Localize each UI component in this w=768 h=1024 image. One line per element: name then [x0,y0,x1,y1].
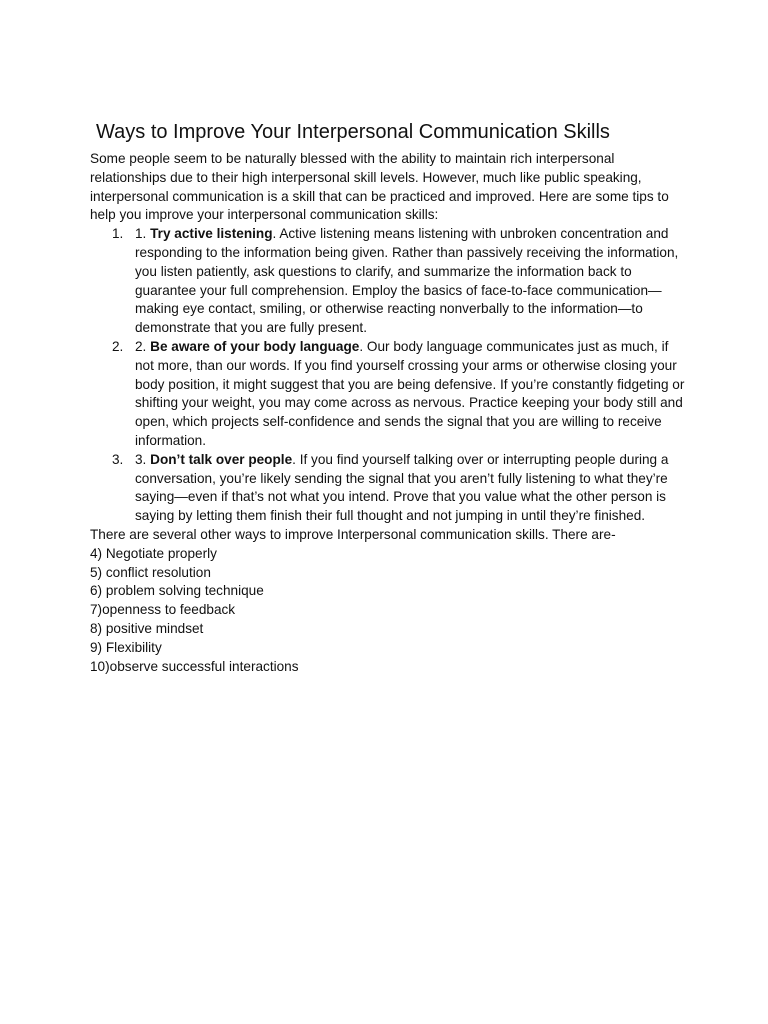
tip-number: 3. [135,451,151,467]
list-item: 7)openness to feedback [90,602,236,618]
page-title: Ways to Improve Your Interpersonal Communication Skills [96,121,610,143]
list-item: 9) Flexibility [90,639,162,655]
list-item: 10)observe successful interactions [90,658,299,674]
list-marker: 3. [112,451,124,467]
document-page [90,118,690,676]
tip-body: . Our body language communicates just as much, if not more, than our words. If you find yourself crossing your arms or otherwise closing your body position, it might suggest that you are being defensive. If you’re constantly fidgeting or shifting your weight, you may come across as nervous. Practice keeping your body still and open, which projects self-confidence and sends the signal that you are willing to receive information. [135,338,685,448]
tip-number: 2. [135,338,151,354]
list-item: 4) Negotiate properly [90,545,217,561]
list-item: 8) positive mindset [90,620,204,636]
tip-heading: Be aware of your body language [150,338,360,354]
tip-heading: Try active listening [150,226,273,242]
outro-paragraph: There are several other ways to improve Interpersonal communication skills. There are- [90,526,616,542]
list-marker: 2. [112,338,124,354]
intro-paragraph: Some people seem to be naturally blessed with the ability to maintain rich interpersonal relationships due to their high interpersonal skill levels. However, much like public speaking, interpersonal communication is a skill that can be practiced and improved. Here are some tips to help you improve your interpersonal communication skills: [90,151,669,223]
list-item: 5) conflict resolution [90,564,211,580]
tip-body: . Active listening means listening with unbroken concentration and responding to the information being given. Rather than passively receiving the information, you listen patiently, ask questions to clarify, and summarize the information back to guarantee your full comprehension. Employ the basics of face-to-face communication—making eye contact, smiling, or otherwise reacting nonverbally to the information—to demonstrate that you are fully present. [135,226,679,336]
list-item [90,338,690,451]
tip-heading: Don’t talk over people [150,451,293,467]
extras-list [90,545,690,677]
tip-number: 1. [135,226,151,242]
list-item: 6) problem solving technique [90,583,264,599]
tips-list [90,225,690,526]
list-item [90,225,690,338]
list-item [90,451,690,526]
tip-body: . If you find yourself talking over or interrupting people during a conversation, you’re likely sending the signal that you aren’t fully listening to what they’re saying—even if that’s not what you intend. Prove that you value what the other person is saying by letting them finish their full thought and not jumping in until they’re finished. [135,451,669,524]
list-marker: 1. [112,226,124,242]
